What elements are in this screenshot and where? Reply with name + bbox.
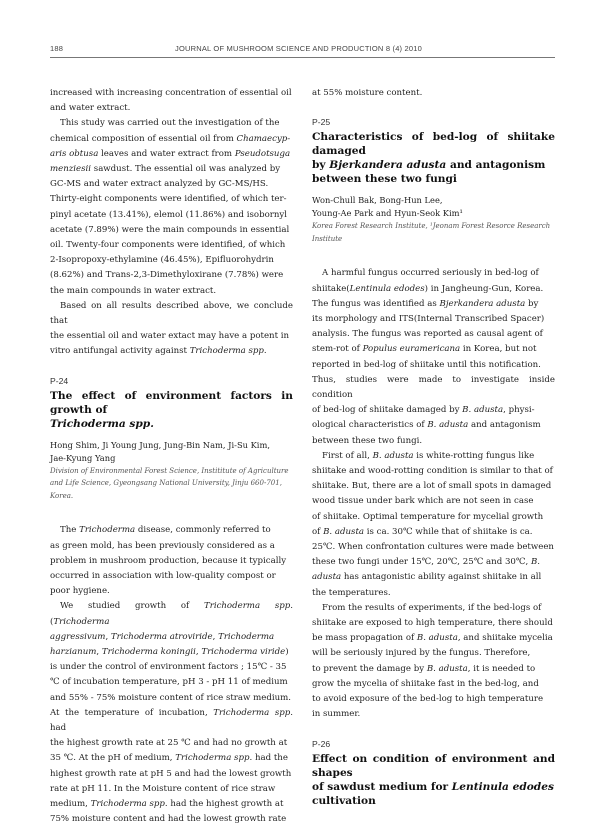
journal-title: JOURNAL OF MUSHROOM SCIENCE AND PRODUCTION 8 (4) 2010 — [175, 44, 423, 53]
abstract-paragraph-1 — [312, 266, 555, 448]
text-line: stem-rot of Populus euramericana in Korea, but not — [312, 344, 537, 355]
author-line: Young-Ae Park and Hyun-Seok Kim¹ — [312, 208, 463, 219]
text-line: and water extract. — [50, 103, 131, 114]
abstract-title-line: Characteristics of bed-log of shiitake damaged — [312, 131, 555, 158]
text-line: rate at pH 11. In the Moisture content of rice straw — [50, 783, 276, 794]
text-line: to avoid exposure of the bed-log to high temperature — [312, 694, 544, 705]
right-column — [312, 86, 555, 808]
affiliation-line: Korea Forest Research Institute, ¹Jeonam Forest Resorce Research — [312, 222, 551, 231]
text-line: shiitake. But, there are a lot of small spots in damaged — [312, 481, 552, 492]
text-line: shiitake are exposed to high temperature, there should — [312, 618, 553, 629]
intro-paragraph-1 — [50, 86, 293, 116]
text-line: 75% moisture content and had the lowest growth rate — [50, 814, 287, 825]
text-line: At the temperature of incubation, Trichoderma spp. had — [50, 707, 293, 733]
body-paragraph-2 — [50, 599, 293, 827]
affiliation-line: Institute — [312, 234, 343, 243]
text-line: From the results of experiments, if the bed-logs of — [322, 602, 542, 613]
intro-paragraph-2 — [50, 116, 293, 298]
text-line: 35 ℃. At the pH of medium, Trichoderma spp. had the — [50, 753, 288, 764]
text-line: wood tissue under bark which are not seen in case — [312, 496, 534, 507]
abstract-title-line: cultivation — [312, 794, 376, 807]
text-line: at 55% moisture content. — [312, 88, 423, 98]
text-line: This study was carried out the investigation of the — [60, 118, 280, 129]
abstract-title-line: The effect of environment factors in growth of — [50, 389, 293, 416]
text-line: Based on all results described above, we conclude that — [50, 300, 293, 327]
abstract-paragraph-3 — [312, 601, 555, 723]
text-line: pinyl acetate (13.41%), elemol (11.86%) and isobornyl — [50, 209, 287, 220]
abstract-paragraph-2 — [312, 449, 555, 601]
text-line: The Trichoderma disease, commonly referred to — [60, 525, 271, 536]
text-line: aggressivum, Trichoderma atroviride, Trichoderma — [50, 631, 275, 642]
text-line: its morphology and ITS(Internal Transcribed Spacer) — [312, 314, 545, 325]
abstract-title-line: by Bjerkandera adusta and antagonism — [312, 159, 546, 172]
text-line: aris obtusa leaves and water extract from Pseudotsuga — [50, 148, 291, 159]
affiliation-line: and Life Science, Gyeongsang National University, Jinju 660-701, — [50, 479, 282, 488]
text-line: A harmful fungus occurred seriously in bed-log of — [322, 268, 539, 279]
text-line: Thirty-eight components were identified, of which ter- — [50, 194, 287, 205]
abstract-title-line: Trichoderma spp. — [50, 417, 154, 430]
affiliation-line: Division of Environmental Forest Science, Instititute of Agriculture — [50, 466, 289, 475]
abstract-title-line: Effect on condition of environment and shapes — [312, 752, 555, 779]
text-line: shiitake(Lentinula edodes) in Jangheung-Gun, Korea. — [312, 283, 544, 294]
text-line: these two fungi under 15℃, 20℃, 25℃ and 30℃, B. — [312, 557, 541, 568]
text-line: the essential oil and water extact may have a potent in — [50, 331, 290, 342]
text-line: grow the mycelia of shiitake fast in the bed-log, and — [312, 678, 539, 689]
text-line: occurred in association with low-quality compost or — [50, 570, 276, 581]
abstract-label: P-24 — [50, 375, 69, 386]
text-line: acetate (7.89%) were the main compounds in essential — [50, 224, 290, 235]
text-line: is under the control of environment factors ; 15℃ - 35 — [50, 662, 287, 673]
text-line: in summer. — [312, 709, 361, 720]
text-line: (8.62%) and Trans-2,3-Dimethyloxirane (7.78%) were — [50, 270, 284, 281]
text-line: the main compounds in water extract. — [50, 285, 217, 296]
text-line: The fungus was identified as Bjerkandera adusta by — [312, 298, 539, 309]
author-line: Won-Chull Bak, Bong-Hun Lee, — [312, 195, 443, 206]
text-line: adusta has antagonistic ability against shiitake in all — [312, 572, 542, 583]
text-line: the highest growth rate at 25 ℃ and had no growth at — [50, 738, 288, 749]
text-line: as green mold, has been previously considered as a — [50, 540, 275, 551]
abstract-title-line: of sawdust medium for Lentinula edodes — [312, 780, 554, 793]
text-line: 25℃. When confrontation cultures were made between — [312, 542, 554, 553]
text-line: First of all, B. adusta is white-rotting fungus like — [322, 450, 535, 461]
text-line: harzianum, Trichoderma koningii, Trichoderma viride) — [50, 646, 289, 657]
intro-paragraph-3 — [50, 299, 293, 360]
text-line: medium, Trichoderma spp. had the highest growth at — [50, 799, 284, 810]
text-line: Thus, studies were made to investigate inside condition — [312, 374, 555, 401]
text-line: of B. adusta is ca. 30℃ while that of shiitake is ca. — [312, 526, 533, 537]
left-column — [50, 86, 293, 827]
text-line: of bed-log of shiitake damaged by B. adusta, physi- — [312, 405, 535, 416]
text-line: increased with increasing concentration of essential oil — [50, 88, 292, 98]
text-line: problem in mushroom production, because it typically — [50, 555, 287, 566]
text-line: vitro antifungal activity against Trichoderma spp. — [50, 346, 267, 357]
text-line: menziesii sawdust. The essential oil was analyzed by — [50, 164, 281, 175]
text-line: and 55% - 75% moisture content of rice straw medium. — [50, 692, 292, 703]
text-line: the temperatures. — [312, 587, 391, 598]
abstract-title-line: between these two fungi — [312, 173, 457, 186]
page-number: 188 — [50, 44, 64, 53]
text-line: We studied growth of Trichoderma spp. (Trichoderma — [50, 601, 293, 627]
affiliation-line: Korea. — [50, 491, 74, 500]
text-line: shiitake and wood-rotting condition is similar to that of — [312, 466, 553, 477]
author-line: Hong Shim, Ji Young Jung, Jung-Bin Nam, Ji-Su Kim, — [50, 439, 270, 450]
text-line: ological characteristics of B. adusta and antagonism — [312, 420, 541, 431]
text-line: ℃ of incubation temperature, pH 3 - pH 11 of medium — [50, 677, 288, 688]
text-line: reported in bed-log of shiitake until this notification. — [312, 359, 541, 370]
text-line: be mass propagation of B. adusta, and shiitake mycelia — [312, 633, 553, 644]
abstract-label: P-25 — [312, 117, 331, 128]
author-line: Jae-Kyung Yang — [50, 452, 116, 463]
text-line: poor hygiene. — [50, 586, 110, 597]
text-line: GC-MS and water extract analyzed by GC-MS/HS. — [50, 179, 269, 190]
text-line: to prevent the damage by B. adusta, it is needed to — [312, 663, 536, 674]
text-line: 2-Isopropoxy-ethylamine (46.45%), Epifluorohydrin — [50, 255, 274, 266]
body-paragraph-1 — [50, 523, 293, 599]
text-line: between these two fungi. — [312, 435, 423, 446]
abstract-label: P-26 — [312, 738, 331, 749]
header-rule — [50, 57, 555, 58]
text-line: will be seriously injured by the fungus. Therefore, — [312, 648, 531, 659]
text-line: analysis. The fungus was reported as causal agent of — [312, 329, 543, 340]
text-line: highest growth rate at pH 5 and had the lowest growth — [50, 768, 292, 779]
text-line: of shiitake. Optimal temperature for mycelial growth — [312, 511, 544, 522]
text-line: oil. Twenty-four components were identified, of which — [50, 240, 286, 251]
text-line: chemical composition of essential oil from Chamaecyp- — [50, 133, 291, 144]
